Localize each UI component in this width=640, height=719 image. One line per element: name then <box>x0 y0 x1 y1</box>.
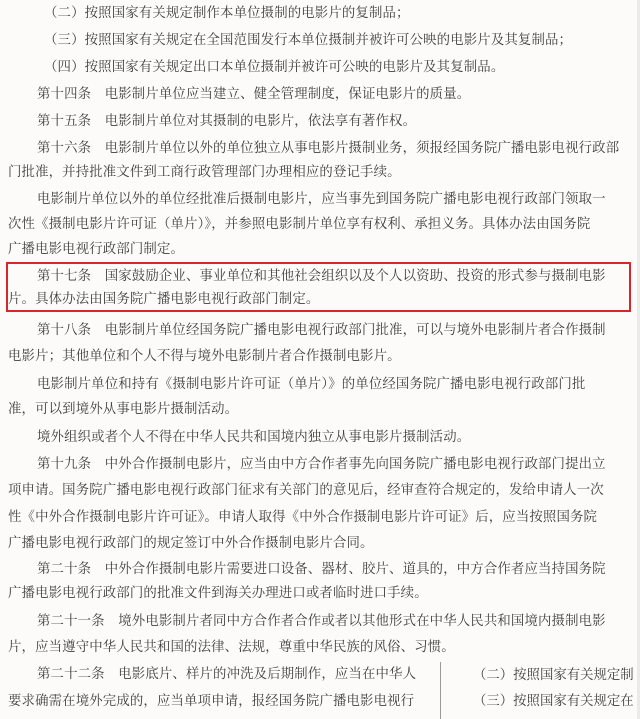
fragment-line: （二）按照国家有关规定制 <box>473 668 634 683</box>
text-line: 第二十二条 电影底片、样片的冲洗及后期制作，应当在中华人 <box>37 667 417 682</box>
text-line: 项申请。国务院广播电影电视行政部门征求有关部门的意见后，经审查符合规定的，发给申请人一次 <box>8 483 604 498</box>
text-line: （三）按照国家有关规定在全国范围发行本单位摄制并被许可公映的电影片及其复制品； <box>44 33 573 48</box>
text-line: 第十八条 电影制片单位经国务院广播电影电视行政部门批准，可以与境外电影制片者合作摄制 <box>37 323 606 338</box>
text-line: 电影片；其他单位和个人不得与境外电影制片者合作摄制电影片。 <box>8 349 401 364</box>
text-line: 第十七条 国家鼓励企业、事业单位和其他社会组织以及个人以资助、投资的形式参与摄制电影 <box>37 269 606 284</box>
text-line: （四）按照国家有关规定出口本单位摄制并被许可公映的电影片及其复制品。 <box>44 60 505 75</box>
text-line: 电影制片单位和持有《摄制电影片许可证（单片）》的单位经国务院广播电影电视行政部门批 <box>37 377 586 392</box>
text-line: （二）按照国家有关规定制作本单位摄制的电影片的复制品； <box>44 6 410 21</box>
text-line: 广播电影电视行政部门制定。 <box>8 242 185 257</box>
text-line: 次性《摄制电影片许可证（单片）》，并参照电影制片单位享有权利、承担义务。具体办法由国务院 <box>8 217 591 232</box>
text-line: 电影制片单位以外的单位经批准后摄制电影片，应当事先到国务院广播电影电视行政部门领取一 <box>37 192 606 207</box>
text-line: 广播电影电视行政部门的规定签订中外合作摄制电影片合同。 <box>8 536 374 551</box>
text-line: 性《中外合作摄制电影片许可证》。申请人取得《中外合作摄制电影片许可证》后，应当按照国务院 <box>8 510 598 525</box>
overlapping-page-fragment <box>440 662 640 719</box>
text-line: 片，应当遵守中华人民共和国的法律、法规，尊重中华民族的风俗、习惯。 <box>8 640 455 655</box>
text-line: 广播电影电视行政部门的批准文件到海关办理进口或者临时进口手续。 <box>8 586 428 601</box>
fragment-line: （三）按照国家有关规定在 <box>473 694 634 709</box>
text-line: 要求确需在境外完成的，应当单项申请，报经国务院广播电影电视行 <box>8 694 415 709</box>
text-line: 第二十条 中外合作摄制电影片需要进口设备、器材、胶片、道具的，中方合作者应当持国务院 <box>37 562 606 577</box>
text-line: 第十四条 电影制片单位应当建立、健全管理制度，保证电影片的质量。 <box>37 87 471 102</box>
text-line: 第二十一条 境外电影制片者同中方合作者合作或者以其他形式在中华人民共和国境内摄制电影 <box>37 614 606 629</box>
text-line: 第十六条 电影制片单位以外的单位独立从事电影片摄制业务，须报经国务院广播电影电视行政部 <box>37 141 620 156</box>
text-line: 第十九条 中外合作摄制电影片，应当由中方合作者事先向国务院广播电影电视行政部门提出立 <box>37 457 606 472</box>
text-line: 第十五条 电影制片单位对其摄制的电影片，依法享有著作权。 <box>37 114 417 129</box>
text-line: 片。具体办法由国务院广播电影电视行政部门制定。 <box>8 292 320 307</box>
text-line: 准，可以到境外从事电影片摄制活动。 <box>8 402 239 417</box>
text-line: 境外组织或者个人不得在中华人民共和国境内独立从事电影片摄制活动。 <box>37 430 471 445</box>
text-line: 门批准，并持批准文件到工商行政管理部门办理相应的登记手续。 <box>8 165 401 180</box>
